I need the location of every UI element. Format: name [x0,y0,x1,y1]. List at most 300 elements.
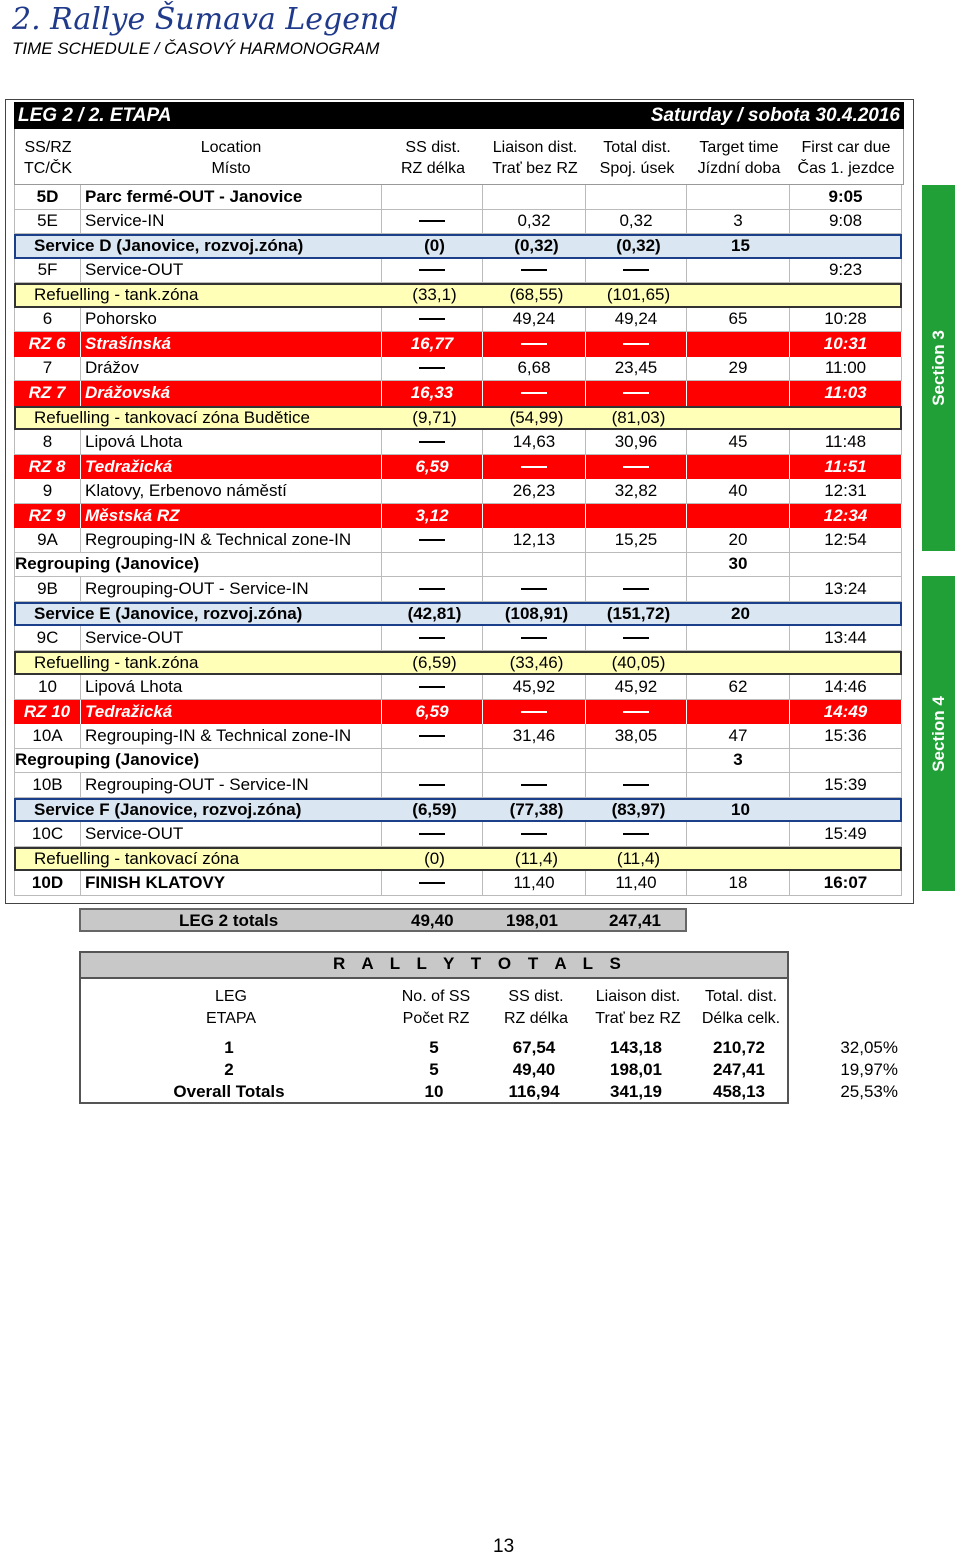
cell-text: (40,05) [611,652,666,672]
cell-text: 10 [38,676,57,696]
cell-text: 11,40 [615,872,657,892]
cell-tgt [687,773,790,798]
cell-text: RZ 9 [28,505,66,525]
cell-tot [586,675,687,700]
cell-loc [81,210,382,235]
cell-id [14,504,81,529]
cell-text: (68,55) [509,285,564,305]
cell-text: 49,24 [614,309,658,329]
cell-id [14,455,81,480]
cell-tgt [687,332,790,357]
schedule-row [14,700,902,725]
cell-ss [384,285,485,306]
cell-lia [483,724,586,749]
cell-tot [588,800,689,821]
dash-mark [521,637,547,639]
cell-text: 5D [36,186,59,206]
cell-loc [81,724,382,749]
cell-ss [384,408,485,429]
cell-text: Regrouping-OUT - Service-IN [85,578,309,598]
cell-text: (33,1) [412,285,457,305]
cell-loc [81,528,382,553]
cell-text: 11:51 [824,456,867,476]
cell-id [14,210,81,235]
cell-id [14,675,81,700]
cell-loc [81,381,382,406]
cell-lia [483,577,586,602]
cell-time [790,675,902,700]
cell-time [790,455,902,480]
cell-text: 3 [733,211,743,231]
cell-loc [81,871,382,896]
header-text: Liaison dist. [492,139,578,156]
header-text: TC/ČK [24,160,72,177]
rally-cell-lia: 198,01 [610,1060,662,1079]
cell-text: 9B [37,578,58,598]
cell-text: 9:05 [828,186,863,206]
dash-mark [521,588,547,590]
cell-ss [382,455,483,480]
rally-cell-tot: 247,41 [713,1060,765,1079]
cell-ss [382,259,483,284]
cell-id [14,871,81,896]
cell-ss [382,749,483,774]
cell-loc [81,773,382,798]
cell-text: (0) [424,848,445,868]
cell-id [14,528,81,553]
dash-mark [419,686,445,688]
schedule-row [14,259,902,284]
schedule-row [14,773,902,798]
rally-totals-title [81,953,787,979]
cell-tot [588,849,689,870]
cell-tot [586,308,687,333]
rally-cell-lia: 143,18 [610,1038,662,1057]
cell-text: Service-OUT [85,627,184,647]
cell-text: 45,92 [614,676,658,696]
cell-tot [586,455,687,480]
cell-id [14,822,81,847]
cell-text: (83,97) [611,799,666,819]
cell-lia [483,700,586,725]
cell-ss [382,773,483,798]
dash-mark [623,392,649,394]
cell-ss [382,871,483,896]
schedule-row [14,479,902,504]
cell-loc [81,675,382,700]
cell-tgt [687,259,790,284]
header-text: Místo [211,160,251,177]
cell-lia [483,528,586,553]
cell-text: 10C [31,823,64,843]
cell-loc [81,577,382,602]
dash-mark [419,784,445,786]
cell-text: 29 [728,358,748,378]
cell-text: Regrouping-IN & Technical zone-IN [85,529,352,549]
cell-time [790,871,902,896]
cell-tgt [687,749,790,774]
schedule-row [14,185,902,210]
cell-text: 15 [731,236,750,256]
header-text: Jízdní doba [697,160,781,177]
header-text: Liaison dist. [595,988,681,1005]
cell-text: 15:39 [824,774,867,794]
schedule-row [14,871,902,896]
cell-tot [588,408,689,429]
leg-totals-total: 247,41 [609,911,661,930]
cell-text: 14,63 [512,431,556,451]
cell-lia [483,871,586,896]
dash-mark [419,833,445,835]
cell-tot [586,332,687,357]
cell-loc [16,849,384,870]
header-text: Čas 1. jezdce [797,160,895,177]
cell-text: RZ 6 [28,334,66,354]
leg-header-bar [14,102,904,129]
rally-cell-ss: 49,40 [512,1060,556,1079]
header-text: First car due [801,139,891,156]
header-ss-dist [383,137,483,179]
rally-cell-percent: 19,97% [840,1060,898,1079]
cell-loc [81,185,382,210]
cell-tot [586,357,687,382]
cell-lia [485,653,588,674]
rally-header-ss-dist [486,986,586,1030]
cell-lia [483,259,586,284]
header-text: Total dist. [603,139,671,156]
cell-text: 16,77 [410,334,454,354]
cell-loc [16,653,384,674]
cell-lia [485,236,588,257]
dash-mark [623,269,649,271]
schedule-row [14,553,902,578]
rally-cell-percent: 32,05% [840,1038,898,1057]
header-text: Location [200,139,262,156]
cell-loc [16,800,384,821]
cell-time [790,504,902,529]
rally-cell-percent: 25,53% [840,1082,898,1101]
rally-totals-title-text: R A L L Y T O T A L S [333,954,627,973]
cell-loc [81,455,382,480]
cell-text: 6,59 [415,701,449,721]
rally-header-liaison [586,986,690,1030]
cell-tgt [687,675,790,700]
cell-text: 45,92 [512,676,556,696]
rally-cell-lia: 341,19 [610,1082,662,1101]
cell-text: (77,38) [509,799,564,819]
schedule-row [14,210,902,235]
schedule-row [14,798,902,823]
cell-time [792,800,904,821]
cell-text: 15:36 [824,725,867,745]
cell-loc [14,553,382,578]
cell-tgt [687,724,790,749]
header-text: No. of SS [401,988,471,1005]
cell-text: 47 [728,725,748,745]
header-target-time [688,137,790,179]
cell-text: 14:49 [823,701,868,721]
cell-id [14,308,81,333]
leg-totals-liaison: 198,01 [506,911,558,930]
cell-tgt [689,653,792,674]
cell-text: (42,81) [407,603,462,623]
cell-text: Service-OUT [85,823,184,843]
cell-time [790,332,902,357]
dash-mark [419,539,445,541]
cell-lia [483,210,586,235]
schedule-row [14,455,902,480]
rally-cell-ss: 116,94 [508,1082,560,1101]
cell-loc [81,504,382,529]
cell-tot [588,285,689,306]
cell-text: (0,32) [514,236,559,256]
dash-mark [419,269,445,271]
cell-text: 6 [42,309,53,329]
cell-id [14,577,81,602]
schedule-row [14,332,902,357]
cell-loc [81,259,382,284]
cell-tot [586,871,687,896]
cell-id [14,332,81,357]
cell-lia [485,849,588,870]
cell-text: (151,72) [606,603,671,623]
dash-mark [521,711,547,713]
dash-mark [419,220,445,222]
cell-text: 31,46 [512,725,556,745]
cell-time [790,822,902,847]
dash-mark [419,441,445,443]
schedule-row [14,406,902,431]
cell-loc [81,357,382,382]
cell-lia [483,455,586,480]
cell-time [790,577,902,602]
dash-mark [521,392,547,394]
section-3-label: Section 3 [928,330,948,406]
cell-text: 26,23 [512,480,556,500]
cell-text: 11:00 [824,358,867,378]
schedule-row [14,283,902,308]
rally-cell-leg: 2 [224,1060,234,1079]
cell-tgt [687,308,790,333]
cell-ss [384,653,485,674]
cell-text: 9:08 [828,211,863,231]
cell-text: Drážov [85,358,139,378]
cell-tot [586,259,687,284]
cell-text: 9C [36,627,59,647]
cell-tot [586,210,687,235]
header-text: SS dist. [508,988,564,1005]
cell-loc [81,700,382,725]
cell-text: 16:07 [823,872,868,892]
cell-ss [384,849,485,870]
cell-text: Regrouping (Janovice) [15,750,200,770]
header-liaison-dist [484,137,586,179]
cell-tot [586,185,687,210]
cell-text: 11:03 [824,383,867,403]
cell-id [14,357,81,382]
cell-text: 38,05 [614,725,658,745]
cell-time [790,700,902,725]
cell-text: Drážovská [85,383,171,403]
dash-mark [521,343,547,345]
cell-id [14,479,81,504]
cell-text: Tedražická [85,456,173,476]
cell-text: (0) [424,236,445,256]
cell-time [790,210,902,235]
dash-mark [419,735,445,737]
cell-text: Service E (Janovice, rozvoj.zóna) [34,603,303,623]
header-text: ETAPA [205,1010,257,1027]
cell-text: (81,03) [611,407,666,427]
cell-ss [382,332,483,357]
cell-lia [483,749,586,774]
cell-text: 10B [32,774,63,794]
cell-text: 8 [42,431,53,451]
dash-mark [623,343,649,345]
cell-text: 13:24 [824,578,867,598]
cell-text: 45 [728,431,748,451]
cell-tgt [687,626,790,651]
schedule-row [14,749,902,774]
cell-text: 9 [42,480,53,500]
schedule-row [14,234,902,259]
cell-text: 32,82 [614,480,658,500]
cell-tot [588,604,689,625]
cell-time [790,259,902,284]
schedule-row [14,430,902,455]
cell-text: (6,59) [412,652,457,672]
schedule-row [14,651,902,676]
cell-text: 6,59 [415,456,449,476]
rally-cell-nss: 5 [429,1038,439,1057]
cell-text: RZ 7 [28,383,66,403]
cell-text: 0,32 [619,211,653,231]
cell-time [790,773,902,798]
section-4-bar [922,576,955,891]
cell-ss [382,381,483,406]
header-text: Trať bez RZ [595,1010,681,1027]
dash-mark [419,637,445,639]
cell-text: RZ 10 [23,701,71,721]
cell-text: Městská RZ [85,505,180,525]
cell-tot [586,773,687,798]
cell-text: (9,71) [412,407,457,427]
cell-text: 10:31 [823,334,868,354]
cell-text: 40 [728,480,748,500]
schedule-row [14,822,902,847]
cell-text: 30,96 [614,431,658,451]
cell-text: Lipová Lhota [85,431,183,451]
schedule-row [14,381,902,406]
cell-text: 14:46 [824,676,867,696]
cell-id [14,430,81,455]
cell-time [790,479,902,504]
section-4-label: Section 4 [928,695,948,772]
cell-text: Service-IN [85,211,165,231]
cell-ss [382,675,483,700]
cell-text: 23,45 [614,358,658,378]
cell-time [792,236,904,257]
cell-id [14,259,81,284]
cell-text: (101,65) [606,285,671,305]
cell-id [14,626,81,651]
cell-text: FINISH KLATOVY [85,872,226,892]
schedule-row [14,675,902,700]
dash-mark [623,588,649,590]
schedule-row [14,357,902,382]
header-text: Target time [699,139,779,156]
cell-lia [485,604,588,625]
cell-time [790,185,902,210]
cell-text: (11,4) [514,848,559,868]
cell-text: Refuelling - tankovací zóna Budětice [34,407,310,427]
cell-text: Regrouping (Janovice) [15,554,200,574]
cell-text: Service-OUT [85,260,184,280]
section-3-bar [922,185,955,551]
cell-lia [485,408,588,429]
schedule-row [14,847,902,872]
cell-time [792,408,904,429]
cell-tot [586,381,687,406]
cell-text: Refuelling - tank.zóna [34,285,199,305]
cell-lia [483,430,586,455]
cell-tgt [687,185,790,210]
header-text: Délka celk. [701,1010,781,1027]
cell-text: 12:54 [824,529,867,549]
dash-mark [521,466,547,468]
cell-ss [382,430,483,455]
cell-text: 3,12 [415,505,449,525]
cell-loc [16,408,384,429]
cell-tot [586,749,687,774]
dash-mark [419,318,445,320]
cell-text: Pohorsko [85,309,157,329]
cell-text: 16,33 [410,383,454,403]
cell-text: (0,32) [616,236,661,256]
leg-totals-ss: 49,40 [411,911,454,930]
cell-ss [382,210,483,235]
cell-id [14,381,81,406]
cell-text: 12,13 [512,529,556,549]
cell-lia [483,357,586,382]
dash-mark [623,784,649,786]
leg-name: LEG 2 / 2. ETAPA [18,105,172,126]
header-ss-tc [17,137,79,179]
rally-header-leg [171,986,291,1030]
cell-text: 65 [728,309,748,329]
cell-lia [483,773,586,798]
schedule-row [14,602,902,627]
cell-ss [384,604,485,625]
dash-mark [419,882,445,884]
cell-lia [483,822,586,847]
header-text: Počet RZ [402,1010,470,1027]
cell-text: 10 [731,799,750,819]
dash-mark [623,637,649,639]
cell-ss [382,626,483,651]
cell-tot [588,653,689,674]
schedule-row [14,724,902,749]
cell-lia [485,800,588,821]
cell-text: (54,99) [509,407,564,427]
schedule-row [14,308,902,333]
cell-tgt [687,822,790,847]
cell-ss [382,553,483,578]
cell-tgt [687,553,790,578]
cell-loc [81,479,382,504]
rally-header-num-ss [386,986,486,1030]
rally-cell-leg: Overall Totals [173,1082,285,1101]
